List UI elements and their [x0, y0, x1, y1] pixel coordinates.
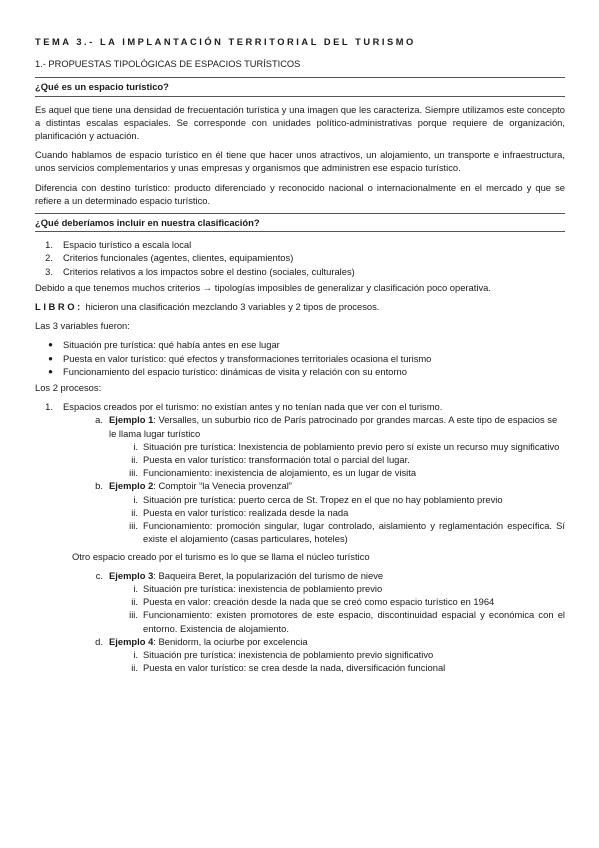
list-item: [35, 238, 565, 251]
list-item: [35, 365, 565, 378]
bullet-icon: ●: [48, 366, 53, 376]
paragraph-diferencia: Diferencia con destino turístico: producto diferenciado y reconocido nacional o internacionalmente en el mercado y que se refiere a un determinado espacio turístico.: [35, 181, 565, 206]
criterios-list: [35, 238, 565, 278]
list-marker: 2.: [45, 252, 53, 264]
sub-item-text: Funcionamiento: existen promotores de este espacio, discontinuidad espacial y económica con el entorno. Existencia de alojamiento.: [143, 609, 565, 634]
bullet-icon: ●: [48, 353, 53, 363]
ejemplo-item: [35, 569, 565, 582]
sub-item: [35, 595, 565, 608]
ejemplo-text: : Versalles, un suburbio rico de París patrocinado por grandes marcas. A este tipo de espacios se le llama lugar turístico: [109, 414, 558, 439]
sub-item-text: Puesta en valor turístico: realizada desde la nada: [143, 506, 349, 518]
list-item-text: Espacio turístico a escala local: [63, 239, 192, 251]
list-marker: c.: [95, 569, 103, 581]
procesos-intro: Los 2 procesos:: [35, 382, 102, 394]
list-marker: 1.: [45, 239, 53, 251]
sub-item-text: Funcionamiento: inexistencia de alojamiento, es un lugar de visita: [143, 467, 417, 479]
ejemplo-item: [35, 413, 565, 439]
list-marker: a.: [95, 414, 103, 426]
ejemplo-text: : Benidorm, la ociurbe por excelencia: [153, 635, 308, 647]
ejemplo-label: Ejemplo 3: [109, 569, 154, 581]
list-marker: i.: [133, 648, 138, 660]
ejemplo-text: : Comptoir “la Venecia provenzal”: [153, 480, 292, 492]
section-heading-clasificacion: ¿Qué deberíamos incluir en nuestra clasificación?: [35, 213, 565, 232]
list-item: [35, 338, 565, 351]
list-marker: ii.: [131, 596, 138, 608]
libro-text: hicieron una clasificación mezclando 3 variables y 2 tipos de procesos.: [82, 301, 380, 313]
ejemplo-text: : Baqueira Beret, la popularización del turismo de nieve: [153, 569, 384, 581]
list-item-text: Funcionamiento del espacio turístico: dinámicas de visita y relación con su entorno: [63, 365, 407, 377]
paragraph-libro: [35, 300, 565, 313]
list-item-text: Espacios creados por el turismo: no existían antes y no tenían nada que ver con el turismo.: [63, 401, 443, 413]
sub-item: [35, 506, 565, 519]
list-marker: i.: [133, 440, 138, 452]
list-marker: iii.: [129, 467, 138, 479]
sub-item: [35, 519, 565, 545]
list-item: [35, 352, 565, 365]
list-marker: d.: [95, 635, 103, 647]
list-item-text: Situación pre turística: qué había antes en ese lugar: [63, 339, 280, 351]
variables-list: [35, 338, 565, 378]
list-marker: i.: [133, 582, 138, 594]
list-marker: iii.: [129, 609, 138, 621]
list-item-text: Criterios relativos a los impactos sobre el destino (sociales, culturales): [63, 265, 355, 277]
list-item: [35, 251, 565, 264]
list-marker: 1.: [45, 401, 53, 413]
sub-item-text: Situación pre turística: inexistencia de poblamiento previo significativo: [143, 648, 434, 660]
libro-label: LIBRO:: [35, 301, 83, 313]
paragraph-componentes: Cuando hablamos de espacio turístico en él tiene que hacer unos atractivos, un alojamiento, un transporte e infraestructura, unos servicios complementarios y unas empresas y organismos que administren ese espacio turístico.: [35, 149, 565, 174]
section-subtitle: 1.- PROPUESTAS TIPOLÓGICAS DE ESPACIOS TURÍSTICOS: [35, 59, 301, 70]
list-marker: ii.: [131, 662, 138, 674]
document-title: TEMA 3.- LA IMPLANTACIÓN TERRITORIAL DEL TURISMO: [35, 37, 416, 47]
sub-item-text: Situación pre turística: inexistencia de poblamiento previo: [143, 582, 383, 594]
paragraph-nucleo-turistico: Otro espacio creado por el turismo es lo que se llama el núcleo turístico: [72, 550, 370, 562]
list-marker: 3.: [45, 265, 53, 277]
sub-item-text: Funcionamiento: promoción singular, lugar controlado, aislamiento y reglamentación específica. Sí existe el alojamiento (casas particulares, hoteles): [143, 520, 565, 545]
sub-item-text: Puesta en valor turístico: se crea desde la nada, diversificación funcional: [143, 662, 446, 674]
list-marker: ii.: [131, 506, 138, 518]
sub-item: [35, 493, 565, 506]
bullet-icon: ●: [48, 340, 53, 350]
sub-item-text: Puesta en valor: creación desde la nada que se creó como espacio turístico en 1964: [143, 596, 495, 608]
sub-item: [35, 608, 565, 634]
list-item: [35, 400, 565, 413]
list-item: [35, 265, 565, 278]
ejemplo-label: Ejemplo 4: [109, 635, 154, 647]
list-item-text: Criterios funcionales (agentes, clientes, equipamientos): [63, 252, 294, 264]
ejemplo-label: Ejemplo 1: [109, 414, 154, 426]
sub-item: [35, 453, 565, 466]
list-marker: i.: [133, 493, 138, 505]
ejemplo-item: [35, 635, 565, 648]
sub-item: [35, 466, 565, 479]
sub-item-text: Situación pre turística: Inexistencia de poblamiento previo pero sí existe un recurso muy significativo: [143, 440, 560, 452]
paragraph-debido: Debido a que tenemos muchos criterios → tipologías imposibles de generalizar y clasificación poco operativa.: [35, 281, 491, 293]
sub-item: [35, 582, 565, 595]
sub-item: [35, 661, 565, 674]
list-marker: ii.: [131, 454, 138, 466]
ejemplo-item: [35, 479, 565, 492]
section-heading-espacio-turistico: ¿Qué es un espacio turístico?: [35, 77, 565, 96]
variables-intro: Las 3 variables fueron:: [35, 320, 130, 332]
ejemplo-label: Ejemplo 2: [109, 480, 154, 492]
list-item-text: Puesta en valor turístico: qué efectos y transformaciones territoriales ocasiona el turismo: [63, 352, 432, 364]
list-marker: b.: [95, 480, 103, 492]
paragraph-definicion: Es aquel que tiene una densidad de frecuentación turística y una imagen que les caracteriza. Siempre utilizamos este concepto a distintas escalas espaciales. Se corresponde con unidades político-administrativas porque requiere de organización, planificación y actuación.: [35, 103, 565, 142]
list-marker: iii.: [129, 520, 138, 532]
sub-item-text: Puesta en valor turístico: transformación total o parcial del lugar.: [143, 454, 410, 466]
sub-item: [35, 440, 565, 453]
sub-item: [35, 648, 565, 661]
sub-item-text: Situación pre turística: puerto cerca de St. Tropez en el que no hay poblamiento previo: [143, 493, 503, 505]
